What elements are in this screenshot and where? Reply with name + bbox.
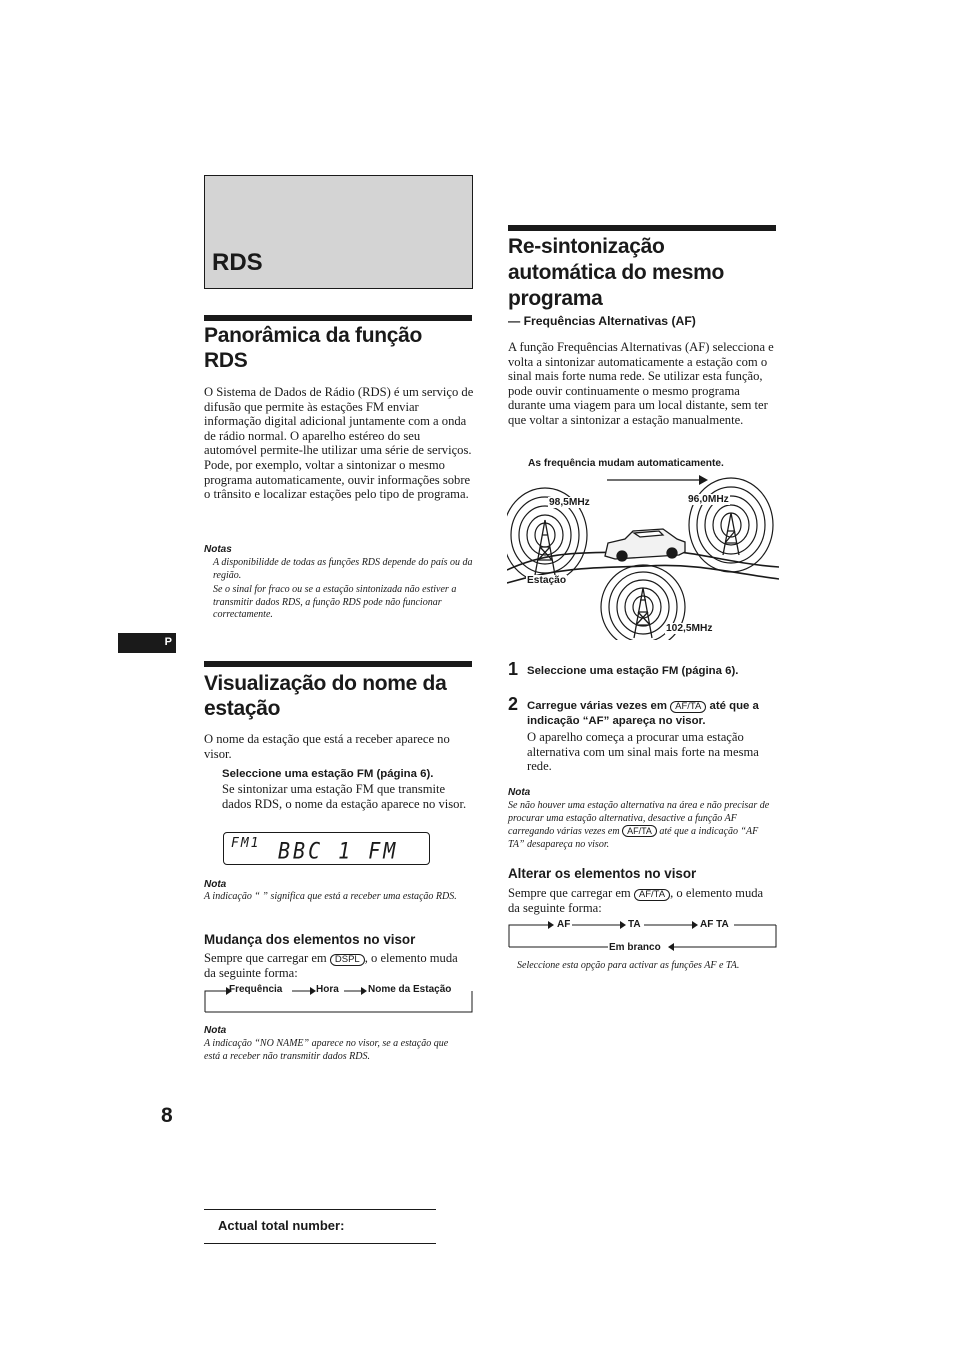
step-1-number: 1: [508, 659, 519, 679]
panoramica-notes-label: Notas: [204, 544, 232, 555]
footer-label: Actual total number:: [218, 1218, 345, 1233]
rds-box-title: RDS: [212, 249, 263, 276]
lcd-station-name: BBC 1 FM: [278, 837, 399, 865]
resintonizacao-title: [508, 234, 776, 312]
step-2-number: 2: [508, 694, 519, 714]
visualizacao-note-label: Nota: [204, 879, 227, 890]
af-diagram-art: [507, 455, 779, 640]
alterar-title: Alterar os elementos no visor: [508, 866, 697, 881]
station-label: Estação: [527, 575, 567, 586]
resintonizacao-note-label: Nota: [508, 787, 531, 798]
alterar-text-before: Sempre que carregar em: [508, 886, 631, 900]
resintonizacao-title-line: Re-sintonização: [508, 235, 665, 258]
car-icon: [605, 529, 685, 561]
af-flow-item: TA: [628, 919, 641, 930]
diagram-caption: As frequência mudam automaticamente.: [528, 458, 724, 469]
alterar-text-after: , o elemento muda da seguinte forma:: [508, 886, 764, 915]
panoramica-note-1: A disponibilidde de todas as funções RDS depende do país ou da região.: [213, 557, 473, 581]
resintonizacao-body: A função Frequências Alternativas (AF) selecciona e volta a sintonizar automaticamente a estação com o sinal mais forte numa rede. Se utilizar esta função, pode ouvir continuamente o mesmo programa durante uma viagem para um local distante, sem ter que voltar a sintonizar a estação manualmente.: [508, 340, 774, 427]
panoramica-title: Panorâmica da função RDS: [204, 324, 423, 372]
visualizacao-step-text: Se sintonizar uma estação FM que transmite dados RDS, o nome da estação aparece no visor.: [222, 782, 467, 811]
lcd-band: FM1: [231, 836, 261, 851]
freq-label: 96,0MHz: [688, 494, 729, 505]
step-2-detail: O aparelho começa a procurar uma estação alternativa com um sinal mais forte na mesma rede.: [527, 730, 759, 774]
flow-item: Nome da Estação: [368, 984, 452, 995]
af-flow-caption: Seleccione esta opção para activar as funções AF e TA.: [517, 960, 740, 971]
freq-label: 102,5MHz: [666, 623, 713, 634]
page-number: 8: [161, 1104, 173, 1127]
note-after: até que a indicação “AF TA” desapareça no visor.: [508, 826, 759, 850]
resintonizacao-title-line: programa: [508, 287, 603, 310]
af-ta-button-glyph: AF/TA: [622, 825, 657, 837]
lcd-display: [223, 832, 430, 865]
resintonizacao-note: [508, 800, 770, 851]
freq-label: 98,5MHz: [549, 497, 590, 508]
mudanca-text-before: Sempre que carregar em: [204, 951, 327, 965]
language-tab-label: P: [164, 636, 172, 648]
panoramica-body: O Sistema de Dados de Rádio (RDS) é um serviço de difusão que permite às estações FM enviar informação digital adicional juntamente com a onda de rádio normal. O aparelho estéreo do seu automóvel permite-lhe utilizar uma série de serviços. Pode, por exemplo, voltar a sintonizar o mesmo programa automaticamente, ouvir informações sobre o trânsito e localizar estações pelo tipo de programa.: [204, 385, 474, 502]
af-flow-item: AF TA: [700, 919, 729, 930]
visualizacao-note2: A indicação “NO NAME” aparece no visor, se a estação que está a receber não transmitir dados RDS.: [204, 1038, 449, 1062]
af-flow-item: AF: [557, 919, 571, 930]
rds-title-box: [204, 175, 473, 289]
alterar-text: [508, 886, 776, 916]
af-flow-item: Em branco: [609, 942, 661, 953]
af-ta-button-glyph: AF/TA: [670, 701, 706, 713]
mudanca-title: Mudança dos elementos no visor: [204, 932, 416, 947]
step-2-text: [527, 699, 767, 729]
step-2-before: Carregue várias vezes em: [527, 700, 667, 712]
note-before: Se não houver uma estação alternativa na área e não precisar de procurar uma estação alternativa, desactive a função AF carregando várias vezes em: [508, 800, 770, 837]
section-rule: [204, 661, 472, 667]
dspl-flow-diagram: [204, 982, 474, 1014]
language-tab: [118, 633, 176, 653]
footer-rule-bottom: [204, 1243, 436, 1244]
resintonizacao-title-line: automática do mesmo: [508, 261, 725, 284]
visualizacao-step: Seleccione uma estação FM (página 6).: [222, 768, 434, 780]
dspl-button-glyph: DSPL: [330, 954, 365, 966]
mudanca-text-after: , o elemento muda da seguinte forma:: [204, 951, 458, 980]
af-ta-button-glyph: AF/TA: [634, 889, 670, 901]
af-flow-diagram: [508, 916, 778, 956]
panoramica-note-2: Se o sinal for fraco ou se a estação sintonizada não estiver a transmitir dados RDS, a função RDS pode não funcionar correctamente.: [213, 584, 457, 620]
mudanca-text: [204, 951, 472, 981]
section-rule: [508, 225, 776, 231]
visualizacao-title: Visualização do nome da estação: [204, 672, 447, 720]
footer-rule-top: [204, 1209, 436, 1210]
step-1-text: Seleccione uma estação FM (página 6).: [527, 665, 739, 677]
af-diagram: [507, 455, 779, 640]
visualizacao-note2-label: Nota: [204, 1025, 227, 1036]
resintonizacao-subtitle: — Frequências Alternativas (AF): [508, 314, 696, 328]
section-rule: [204, 315, 472, 321]
step-2-after: até que a indicação “AF” apareça no visor.: [527, 700, 759, 727]
flow-item: Frequência: [229, 984, 283, 995]
visualizacao-note: A indicação “ ” significa que está a receber uma estação RDS.: [204, 891, 457, 902]
flow-item: Hora: [316, 984, 339, 995]
visualizacao-intro: O nome da estação que está a receber aparece no visor.: [204, 732, 450, 761]
